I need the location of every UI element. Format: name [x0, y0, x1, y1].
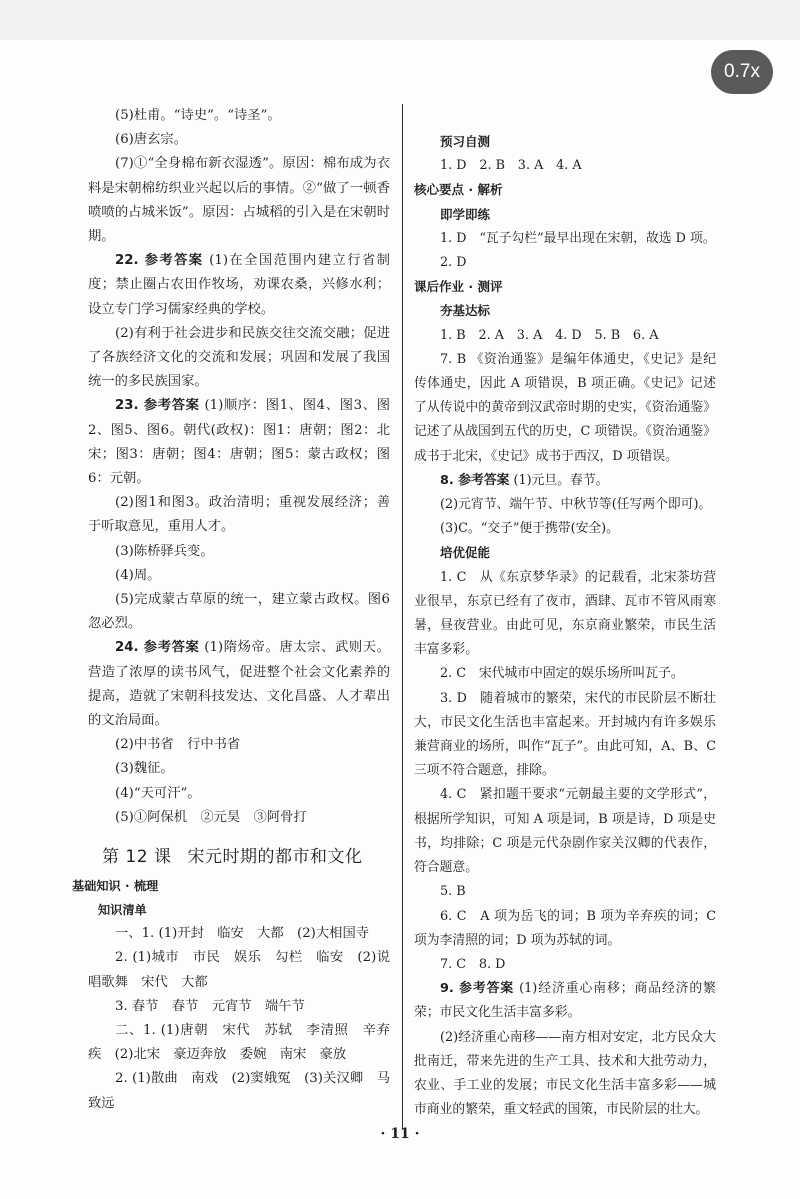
q24-line: (2)中书省 行中书省 [115, 737, 241, 753]
advance-line: 3. D 随着城市的繁荣，宋代的市民阶层不断壮大，市民文化生活也丰富起来。开封城内有许多娱乐兼营商业的场所，叫作“瓦子”。由此可知，A、B、C 三项不符合题意，排除。 [414, 690, 716, 779]
q21-item: (7)①“全身棉布新衣湿透”。原因：棉布成为衣料是宋朝棉纺织业兴起以后的事情。②“做了一顿香喷喷的占城米饭”。原因：占城稻的引入是在宋朝时期。 [88, 156, 390, 245]
q23-answer [88, 394, 390, 491]
basic-knowledge-heading: 基础知识 · 梳理 [72, 879, 159, 894]
preview-heading: 预习自测 [440, 134, 491, 149]
advance-heading: 培优促能 [440, 545, 491, 561]
advance-line: 5. B [440, 884, 466, 900]
q21-item: (6)唐玄宗。 [115, 132, 188, 148]
advance-line: 1. C 从《东京梦华录》的记载看，北宋茶坊营业很早，东京已经有了夜市，酒肆、瓦市不管风雨寒暑，昼夜营业。由此可见，东京商业繁荣，市民生活丰富多彩。 [414, 569, 716, 658]
q21-item: (5)杜甫。“诗史”。“诗圣”。 [115, 108, 281, 123]
q23-head: 23. 参考答案 [115, 398, 200, 414]
q23-line: (2)图1和图3。政治清明；重视发展经济；善于听取意见，重用人才。 [88, 495, 390, 535]
lesson-title: 宋元时期的都市和文化 [187, 847, 363, 868]
q23-line: (3)陈桥驿兵变。 [115, 543, 214, 559]
advance-line: 2. C 宋代城市中固定的娱乐场所叫瓦子。 [440, 666, 684, 682]
right-column [414, 130, 716, 1122]
q22-line: (2)有利于社会进步和民族交往交流交融；促进了各族经济文化的交流和发展；巩固和发展了我国统一的多民族国家。 [88, 325, 390, 390]
practice-line: 2. D [440, 255, 467, 271]
homework-heading: 课后作业 · 测评 [414, 279, 503, 295]
practice-line: 1. D “瓦子勾栏”最早出现在宋朝，故选 D 项。 [440, 230, 716, 246]
q23-line: (4)周。 [115, 567, 161, 583]
core-points-heading: 核心要点 · 解析 [414, 182, 503, 198]
q8-head: 8. 参考答案 [440, 472, 510, 488]
lesson-number: 第 12 课 [102, 847, 172, 868]
q9-head: 9. 参考答案 [440, 981, 515, 997]
q24-line: (3)魏征。 [115, 761, 174, 777]
q7-explanation: 7. B 《资治通鉴》是编年体通史，《史记》是纪传体通史，因此 A 项错误，B 项正确。《史记》记述了从传说中的黄帝到汉武帝时期的史实，《资治通鉴》记述了从战国到五代的历史，C 项错误。《资治通鉴》成书于北宋，《史记》成书于西汉，D 项错误。 [414, 351, 716, 464]
page-number: · 11 · [380, 1126, 420, 1142]
knowledge-line: 2. (1)城市 市民 娱乐 勾栏 临安 (2)说唱歌舞 宋代 大都 [88, 950, 390, 990]
knowledge-line: 3. 春节 春节 元宵节 端午节 [115, 998, 305, 1014]
advance-line: 4. C 紧扣题干要求“元朝最主要的文学形式”，根据所学知识，可知 A 项是词，B 项是诗，D 项是史书，均排除；C 项是元代杂剧作家关汉卿的代表作，符合题意。 [414, 787, 716, 876]
q22-line: (1)在全国范围内建立行省制度；禁止圈占农田作牧场，劝课农桑，兴修水利；设立专门学习儒家经典的学校。 [88, 253, 390, 317]
knowledge-line: 二、1. (1)唐朝 宋代 苏轼 李清照 辛弃疾 (2)北宋 豪迈奔放 委婉 南宋 豪放 [88, 1022, 390, 1063]
q23-line: (5)完成蒙古草原的统一，建立蒙古政权。图6忽必烈。 [88, 592, 390, 632]
column-divider [402, 104, 403, 1129]
q22-answer [88, 249, 390, 322]
q24-head: 24. 参考答案 [115, 640, 200, 656]
q24-line: (5)①阿保机 ②元昊 ③阿骨打 [115, 809, 307, 825]
q8-line: (2)元宵节、端午节、中秋节等(任写两个即可)。 [440, 497, 712, 513]
q8-answer [414, 469, 716, 493]
knowledge-line: 2. (1)散曲 南戏 (2)窦娥冤 (3)关汉卿 马致远 [88, 1071, 390, 1111]
q9-line: (2)经济重心南移——南方相对安定，北方民众大批南迁，带来先进的生产工具、技术和大批劳动力，农业、手工业的发展；市民文化生活丰富多彩——城市商业的繁荣，重文轻武的国策，市民阶层的壮大。 [414, 1029, 716, 1118]
advance-line: 6. C A 项为岳飞的词；B 项为辛弃疾的词；C 项为李清照的词；D 项为苏轼的词。 [414, 908, 716, 948]
q23-line: (1)顺序：图1、图4、图3、图2、图5、图6。朝代(政权)：图1：唐朝；图2：北宋；图3：唐朝；图4：唐朝；图5：蒙古政权；图6：元朝。 [88, 398, 391, 487]
practice-heading: 即学即练 [440, 206, 491, 222]
knowledge-line: 一、1. (1)开封 临安 大都 (2)大相国寺 [115, 926, 370, 942]
lesson-heading [102, 842, 390, 872]
knowledge-list-heading: 知识清单 [98, 903, 147, 918]
q8-line: (1)元旦。春节。 [513, 472, 609, 488]
q22-head: 22. 参考答案 [115, 253, 204, 269]
playback-speed-badge[interactable]: 0.7x [711, 50, 773, 94]
q9-line: (1)经济重心南移；商品经济的繁荣；市民文化生活丰富多彩。 [414, 981, 716, 1021]
left-column [72, 104, 391, 1116]
base-heading: 夯基达标 [440, 303, 491, 319]
q24-line: (1)隋炀帝。唐太宗、武则天。营造了浓厚的读书风气，促进整个社会文化素养的提高，造就了宋朝科技发达、文化昌盛、人才辈出的文治局面。 [88, 640, 391, 729]
q8-line: (3)C。“交子”便于携带(安全)。 [440, 521, 619, 537]
preview-answers: 1. D 2. B 3. A 4. A [440, 158, 582, 174]
q9-answer [414, 977, 716, 1025]
q24-answer [88, 636, 390, 733]
advance-line: 7. C 8. D [440, 956, 506, 972]
base-answers: 1. B 2. A 3. A 4. D 5. B 6. A [440, 327, 659, 343]
q24-line: (4)“天可汗”。 [115, 785, 201, 801]
